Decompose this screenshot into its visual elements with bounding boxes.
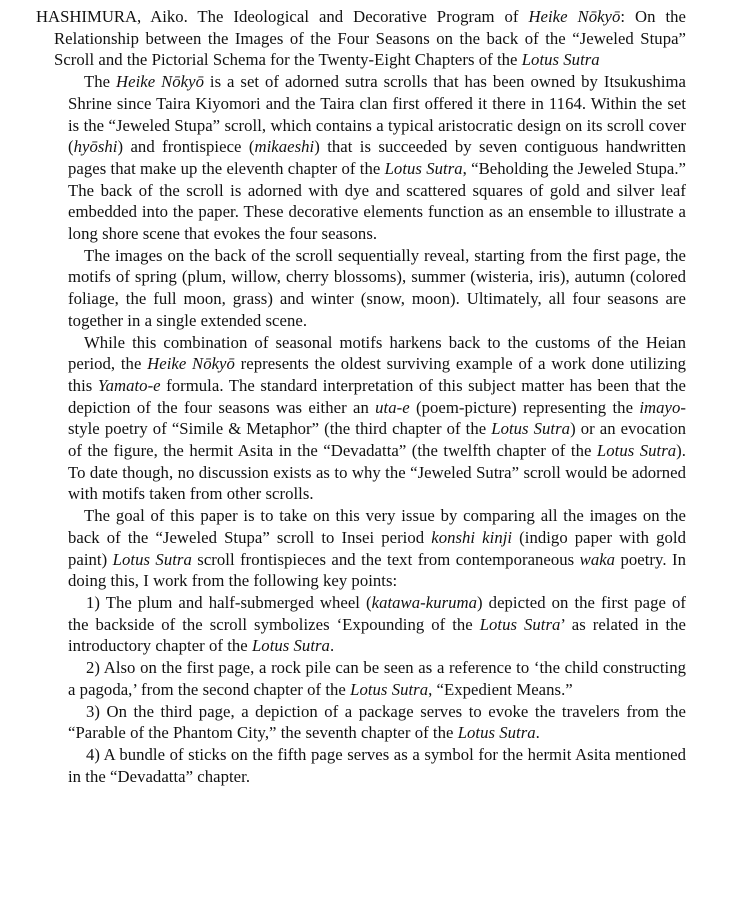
italic-term: Heike Nōkyō xyxy=(528,7,621,26)
text-run: (indigo paper with gold paint) xyxy=(68,527,686,569)
text-run: . xyxy=(535,723,540,743)
italic-term: konshi kinji xyxy=(431,527,513,547)
text-run: ) and frontispiece ( xyxy=(117,137,255,157)
text-run: 2) Also on the first page, a rock pile can be seen as a reference to ‘the child constructing a pagoda,’ from the second chapter of the xyxy=(68,658,686,699)
text-run: The xyxy=(84,72,117,92)
text-run: , “Expedient Means.” xyxy=(428,679,573,699)
paragraph-seasonal-motifs xyxy=(36,245,686,332)
text-run: . xyxy=(329,636,335,656)
italic-term: uta-e xyxy=(375,397,410,417)
key-point-3 xyxy=(36,701,686,744)
text-run: The Ideological and Decorative Program of xyxy=(187,7,529,26)
paper-heading xyxy=(36,6,686,71)
italic-term: Lotus Sutra xyxy=(521,50,600,70)
author-name: HASHIMURA, Aiko. xyxy=(36,7,188,26)
italic-term: hyōshi xyxy=(73,137,118,157)
italic-term: Lotus Sutra xyxy=(479,614,561,634)
italic-term: Yamato-e xyxy=(97,375,161,395)
italic-term: Lotus Sutra xyxy=(251,636,330,656)
italic-term: waka xyxy=(579,549,616,569)
key-point-1 xyxy=(36,592,686,657)
italic-term: Lotus Sutra xyxy=(457,723,536,743)
italic-term: mikaeshi xyxy=(254,137,315,157)
text-run: 4) A bundle of sticks on the fifth page serves as a symbol for the hermit Asita mentioned in the “Devadatta” chapter. xyxy=(68,744,686,786)
text-run: ). To date though, no discussion exists as to why the “Jeweled Sutra” scroll would be adorned with motifs taken from other scrolls. xyxy=(68,441,686,504)
key-point-2 xyxy=(36,657,686,700)
italic-term: imayo xyxy=(639,397,681,417)
text-run: : On the Relationship between the Images of the Four Seasons on the back of the “Jeweled Stupa” Scroll and the Pictorial Schema for the Twenty-Eight Chapters of the xyxy=(54,7,687,70)
text-run: is a set of adorned sutra scrolls that has been owned by Itsukushima Shrine since Taira Kiyomori and the Taira clan first offered it there in 1164. Within the set is the “Jeweled Stupa” scroll, which contains a typical aristocratic design on its scroll cover ( xyxy=(68,72,686,157)
text-run: 3) On the third page, a depiction of a package serves to evoke the travelers from the “Parable of the Phantom City,” the seventh chapter of the xyxy=(68,701,686,743)
text-run: ) or an evocation of the figure, the hermit Asita in the “Devadatta” (the twelfth chapter of the xyxy=(68,419,686,461)
text-run: formula. The standard interpretation of this subject matter has been that the depiction of the four seasons was either an xyxy=(68,375,686,417)
text-run: poetry. In doing this, I work from the following key points: xyxy=(68,549,687,591)
italic-term: Heike Nōkyō xyxy=(116,72,204,92)
paragraph-introduction xyxy=(36,71,686,245)
italic-term: Lotus Sutra xyxy=(596,441,677,461)
text-run: represents the oldest surviving example of a work done utilizing this xyxy=(68,354,686,395)
text-run: 1) The plum and half-submerged wheel ( xyxy=(86,592,372,612)
italic-term: Lotus Sutra xyxy=(350,679,429,699)
text-run: scroll frontispieces and the text from contemporaneous xyxy=(191,549,580,569)
italic-term: Heike Nōkyō xyxy=(147,354,235,374)
paragraph-goal xyxy=(36,505,686,592)
italic-term: Lotus Sutra xyxy=(384,158,463,178)
text-run: (poem-picture) representing the xyxy=(409,397,640,417)
text-run: , “Beholding the Jeweled Stupa.” The back of the scroll is adorned with dye and scattered squares of gold and silver leaf embedded into the paper. These decorative elements function as an ensemble to illustrate a long shore scene that evokes the four seasons. xyxy=(68,158,686,244)
text-run: ) that is succeeded by seven contiguous handwritten pages that make up the eleventh chapter of the xyxy=(68,137,686,178)
paragraph-interpretation xyxy=(36,332,686,506)
italic-term: katawa-kuruma xyxy=(371,592,478,612)
text-run: The goal of this paper is to take on this very issue by comparing all the images on the back of the “Jeweled Stupa” scroll to Insei period xyxy=(68,506,686,547)
text-run: While this combination of seasonal motifs harkens back to the customs of the Heian period, the xyxy=(68,332,686,374)
text-run: ) depicted on the first page of the backside of the scroll symbolizes ‘Expounding of the xyxy=(68,592,686,634)
text-run: The images on the back of the scroll sequentially reveal, starting from the first page, the motifs of spring (plum, willow, cherry blossoms), summer (wisteria, iris), autumn (colored foliage, the full moon, grass) and winter (snow, moon). Ultimately, all four seasons are together in a single extended scene. xyxy=(68,245,686,330)
key-point-4 xyxy=(36,744,686,787)
italic-term: Lotus Sutra xyxy=(112,549,192,569)
italic-term: Lotus Sutra xyxy=(491,419,571,439)
text-run: -style poetry of “Simile & Metaphor” (the third chapter of the xyxy=(68,397,686,439)
text-run: ’ as related in the introductory chapter of the xyxy=(68,614,686,656)
